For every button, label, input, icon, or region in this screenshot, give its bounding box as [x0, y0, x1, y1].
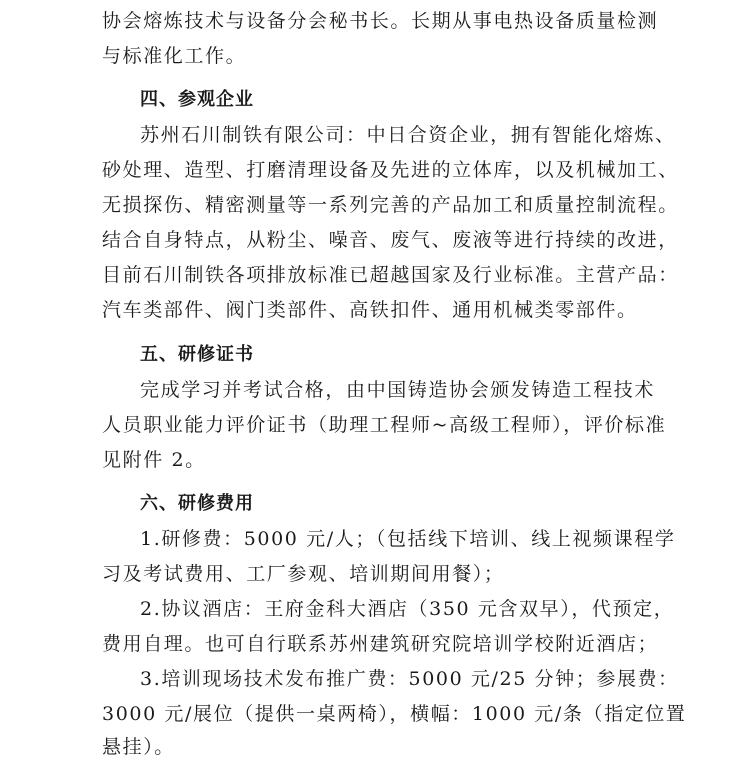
paragraph-line: 苏州石川制铁有限公司：中日合资企业，拥有智能化熔炼、: [140, 124, 676, 146]
intro-line-2: 与标准化工作。: [102, 45, 247, 67]
paragraph-line: 见附件 2。: [102, 449, 206, 471]
intro-line-1: 协会熔炼技术与设备分会秘书长。长期从事电热设备质量检测: [102, 10, 659, 32]
section-heading-fees: 六、研修费用: [140, 493, 254, 514]
paragraph-line: 无损探伤、精密测量等一系列完善的产品加工和质量控制流程。: [102, 194, 679, 216]
paragraph-line: 习及考试费用、工厂参观、培训期间用餐）；: [102, 563, 505, 585]
section-heading-visit: 四、参观企业: [140, 89, 254, 110]
paragraph-line: 目前石川制铁各项排放标准已超越国家及行业标准。主营产品：: [102, 264, 679, 286]
paragraph-line: 砂处理、造型、打磨清理设备及先进的立体库，以及机械加工、: [102, 159, 679, 181]
paragraph-line: 汽车类部件、阀门类部件、高铁扣件、通用机械类零部件。: [102, 299, 638, 321]
paragraph-line: 3.培训现场技术发布推广费：5000 元/25 分钟；参展费：: [140, 668, 679, 690]
paragraph-line: 悬挂）。: [102, 736, 175, 758]
paragraph-line: 费用自理。也可自行联系苏州建筑研究院培训学校附近酒店；: [102, 633, 659, 655]
paragraph-line: 人员职业能力评价证书（助理工程师~高级工程师），评价标准: [102, 414, 667, 436]
paragraph-line: 2.协议酒店：王府金科大酒店（350 元含双早），代预定，: [140, 598, 675, 620]
paragraph-line: 3000 元/展位（提供一桌两椅），横幅：1000 元/条（指定位置: [102, 703, 687, 725]
paragraph-line: 完成学习并考试合格，由中国铸造协会颁发铸造工程技术: [140, 379, 656, 401]
paragraph-line: 结合自身特点，从粉尘、噪音、废气、废液等进行持续的改进，: [102, 229, 679, 251]
section-heading-certificate: 五、研修证书: [140, 344, 254, 365]
paragraph-line: 1.研修费：5000 元/人；（包括线下培训、线上视频课程学: [140, 528, 676, 550]
